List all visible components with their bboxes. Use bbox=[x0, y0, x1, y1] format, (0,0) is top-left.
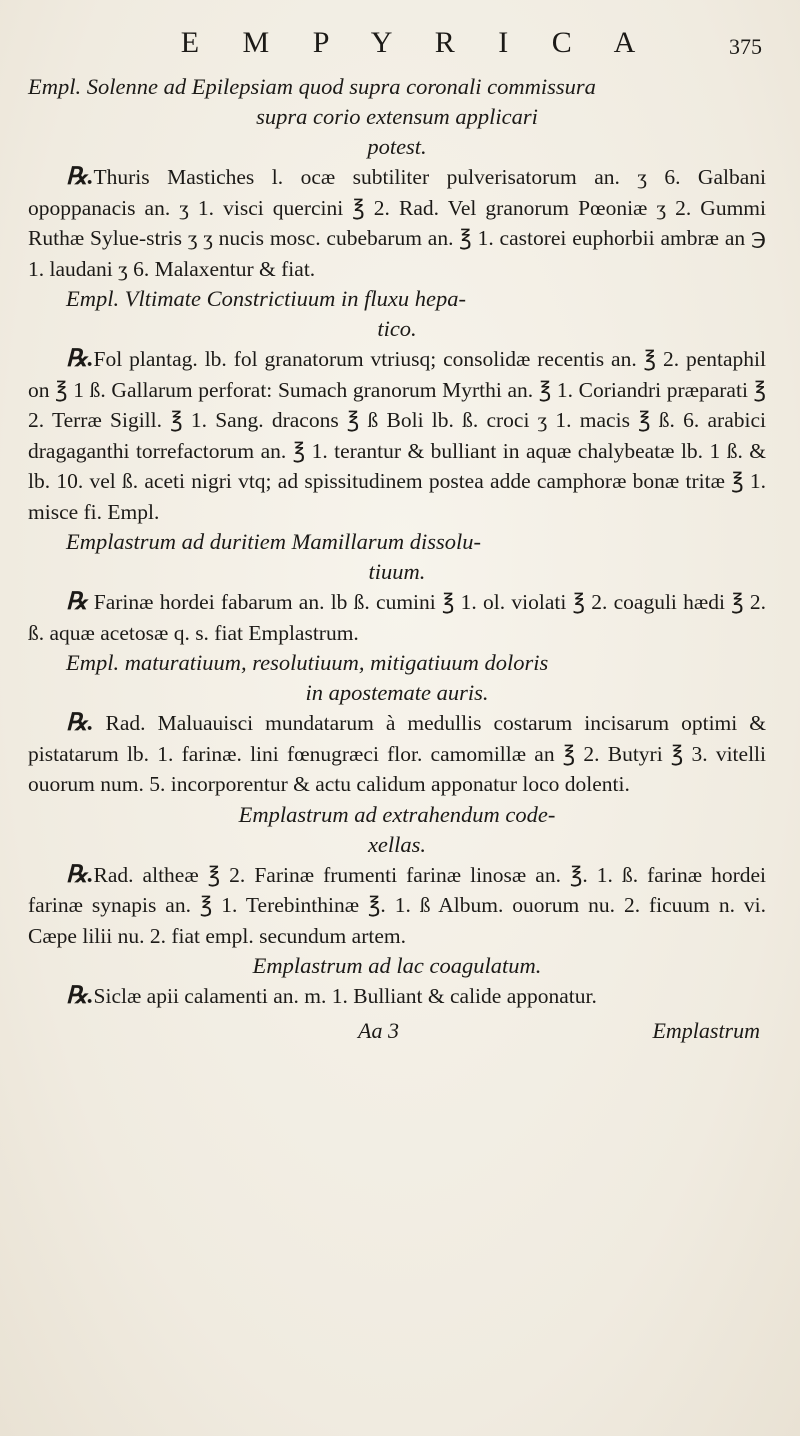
recipe-section bbox=[28, 527, 766, 648]
recipe-body: Thuris Mastiches l. ocæ subtiliter pulverisatorum an. ʒ 6. Galbani opoppanacis an. ʒ 1. visci quercini ℥ 2. Rad. Vel granorum Pœoniæ ʒ 2. Gummi Ruthæ Sylue-stris ʒ ʒ nucis mosc. cubebarum an. ℥ 1. castorei euphorbii ambræ an ℈ 1. laudani ʒ 6. Malaxentur & fiat. bbox=[28, 165, 766, 281]
recipe-text bbox=[28, 981, 766, 1012]
recipe-heading-line: Emplastrum ad lac coagulatum. bbox=[252, 953, 542, 978]
recipe-text bbox=[28, 860, 766, 952]
catchword: Emplastrum bbox=[652, 1017, 760, 1043]
recipe-body: Fol plantag. lb. fol granatorum vtriusq; consolidæ recentis an. ℥ 2. pentaphil on ℥ 1 ß. Gallarum perforat: Sumach granorum Myrthi an. ℥ 1. Coriandri præparati ℥ 2. Terræ Sigill. ℥ 1. Sang. dracons ℥ ß Boli lb. ß. croci ʒ 1. macis ℥ ß. 6. arabici dragaganthi torrefactorum an. ℥ 1. terantur & bulliant in aquæ chalybeatæ lb. 1 ß. & lb. 10. vel ß. aceti nigri vtq; ad spissitudinem postea adde camphoræ bonæ tritæ ℥ 1. misce fi. Empl. bbox=[28, 347, 766, 524]
recipe-section bbox=[28, 800, 766, 952]
recipe-heading-line: Empl. Solenne ad Epilepsiam quod supra coronali commissura bbox=[28, 74, 596, 99]
recipe-text bbox=[28, 587, 766, 648]
recipe-heading-line: Empl. maturatiuum, resolutiuum, mitigatiuum doloris bbox=[66, 650, 549, 675]
running-head bbox=[28, 26, 766, 66]
recipe-symbol: ℞. bbox=[66, 164, 94, 190]
recipe-section bbox=[28, 284, 766, 527]
running-title: E M P Y R I C A bbox=[180, 26, 654, 59]
recipe-heading-line: in apostemate auris. bbox=[305, 680, 489, 705]
recipe-text bbox=[28, 344, 766, 527]
page-content bbox=[28, 72, 766, 1012]
recipe-section bbox=[28, 72, 766, 284]
recipe-text bbox=[28, 708, 766, 800]
recipe-text bbox=[28, 162, 766, 284]
recipe-heading-line: Emplastrum ad duritiem Mamillarum dissolu- bbox=[66, 529, 482, 554]
recipe-symbol: ℞. bbox=[66, 983, 94, 1009]
recipe-symbol: ℞. bbox=[66, 861, 94, 888]
recipe-body: Rad. Maluauisci mundatarum à medullis costarum incisarum optimi & pistatarum lb. 1. farinæ. lini fœnugræci flor. camomillæ an ℥ 2. Butyri ℥ 3. vitelli ouorum num. 5. incorporentur & actu calidum apponatur loco dolenti. bbox=[28, 711, 767, 796]
recipe-symbol: ℞. bbox=[66, 346, 94, 372]
recipe-symbol: ℞. bbox=[66, 710, 94, 736]
recipe-body: Rad. altheæ ℥ 2. Farinæ frumenti farinæ linosæ an. ℥. 1. ß. farinæ hordei farinæ synapis an. ℥ 1. Terebinthinæ ℥. 1. ß Album. ouorum nu. 2. ficuum n. vi. Cæpe lilii nu. 2. fiat empl. secundum artem. bbox=[28, 862, 766, 948]
recipe-heading-line: tico. bbox=[377, 316, 417, 341]
recipe-heading-line: tiuum. bbox=[368, 559, 426, 584]
recipe-heading-line: xellas. bbox=[367, 831, 427, 857]
recipe-heading-line: potest. bbox=[367, 134, 427, 159]
recipe-section bbox=[28, 951, 766, 1012]
recipe-section bbox=[28, 648, 766, 800]
recipe-heading-line: Emplastrum ad extrahendum code- bbox=[238, 801, 556, 827]
recipe-body: Siclæ apii calamenti an. m. 1. Bulliant & calide apponatur. bbox=[93, 984, 597, 1008]
recipe-heading-line: supra corio extensum applicari bbox=[256, 104, 538, 129]
recipe-body: Farinæ hordei fabarum an. lb ß. cumini ℥ 1. ol. violati ℥ 2. coaguli hædi ℥ 2. ß. aquæ acetosæ q. s. fiat Emplastrum. bbox=[28, 590, 766, 645]
recipe-symbol: ℞ bbox=[66, 589, 88, 615]
page-footer bbox=[28, 1016, 766, 1056]
recipe-heading-line: Empl. Vltimate Constrictiuum in fluxu hepa- bbox=[66, 286, 466, 311]
page-number: 375 bbox=[729, 34, 762, 59]
signature-mark: Aa 3 bbox=[358, 1017, 399, 1043]
